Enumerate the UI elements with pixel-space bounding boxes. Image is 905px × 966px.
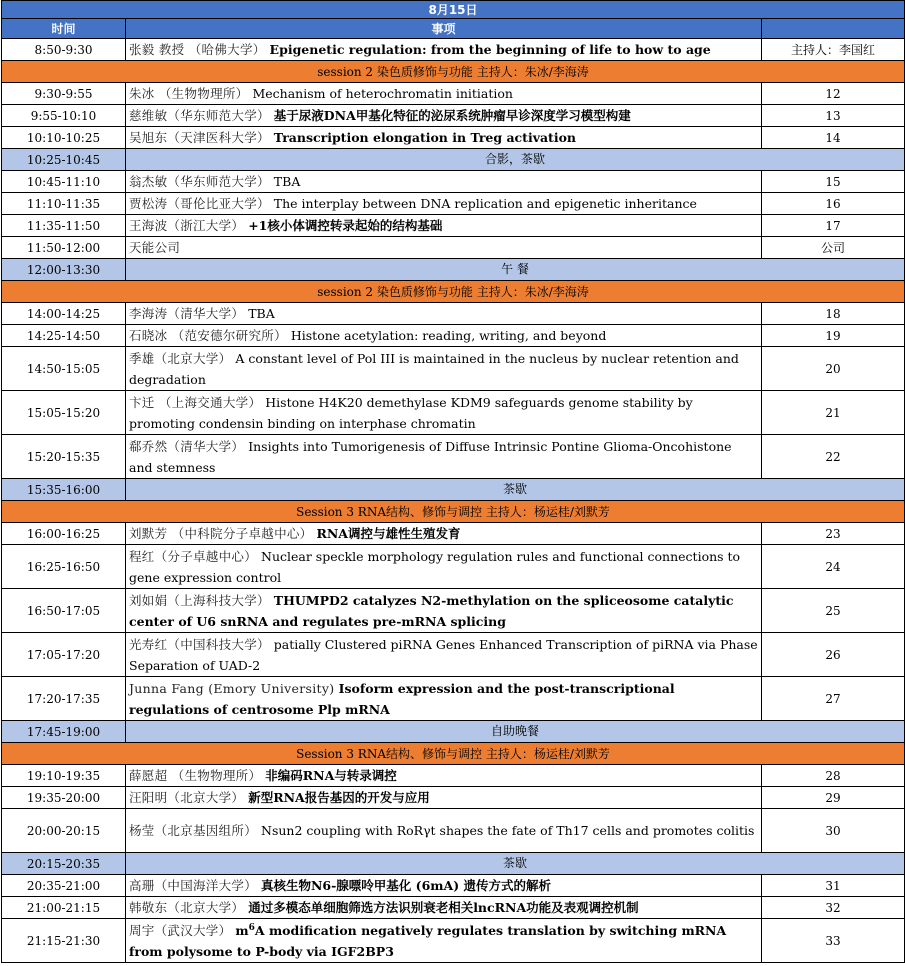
talk-cell xyxy=(126,589,762,633)
speaker-name: 吴旭东（天津医科大学） xyxy=(129,130,270,145)
page-number: 29 xyxy=(762,787,905,809)
page-number: 主持人：李国红 xyxy=(762,39,905,61)
talk-row xyxy=(2,545,905,589)
talk-cell xyxy=(126,105,762,127)
talk-cell xyxy=(126,875,762,897)
time-cell: 17:45-19:00 xyxy=(2,721,126,743)
talk-cell xyxy=(126,633,762,677)
talk-title: Histone acetylation: reading, writing, and beyond xyxy=(290,328,607,343)
talk-row xyxy=(2,875,905,897)
speaker-name: 季雄（北京大学） xyxy=(129,350,232,366)
talk-row xyxy=(2,633,905,677)
time-cell: 20:35-21:00 xyxy=(2,875,126,897)
time-cell: 16:00-16:25 xyxy=(2,523,126,545)
page-number: 13 xyxy=(762,105,905,127)
talk-cell xyxy=(126,347,762,391)
speaker-name: 慈维敏（华东师范大学） xyxy=(129,108,270,123)
time-cell: 20:00-20:15 xyxy=(2,809,126,853)
talk-row xyxy=(2,237,905,259)
break-label: 合影，茶歇 xyxy=(126,149,905,171)
speaker-name: 王海波（浙江大学） xyxy=(129,218,245,233)
time-cell: 19:10-19:35 xyxy=(2,765,126,787)
break-row xyxy=(2,259,905,281)
talk-row xyxy=(2,391,905,435)
talk-row xyxy=(2,809,905,853)
session-row xyxy=(2,61,905,83)
page-number: 33 xyxy=(762,919,905,963)
talk-row xyxy=(2,589,905,633)
time-cell: 10:25-10:45 xyxy=(2,149,126,171)
page-number: 19 xyxy=(762,325,905,347)
speaker-name: 刘如娟（上海科技大学） xyxy=(129,592,270,608)
speaker-name: 天能公司 xyxy=(129,240,181,255)
speaker-name: 高珊（中国海洋大学） xyxy=(129,878,258,893)
page-number: 30 xyxy=(762,809,905,853)
talk-title: 真核生物N6-腺嘌呤甲基化 (6mA) 遗传方式的解析 xyxy=(261,878,551,893)
talk-cell xyxy=(126,765,762,787)
time-cell: 15:35-16:00 xyxy=(2,479,126,501)
talk-title: Epigenetic regulation: from the beginning of life to how to age xyxy=(269,42,711,57)
time-cell: 8:50-9:30 xyxy=(2,39,126,61)
talk-title-prefix: m xyxy=(235,922,249,938)
page-number: 31 xyxy=(762,875,905,897)
talk-row xyxy=(2,677,905,721)
talk-title: A modification negatively regulates translation by switching mRNA from polysome to P-body via IGF2BP3 xyxy=(129,922,727,959)
page-number: 20 xyxy=(762,347,905,391)
talk-title: TBA xyxy=(248,306,275,321)
talk-cell xyxy=(126,435,762,479)
time-cell: 9:30-9:55 xyxy=(2,83,126,105)
speaker-name: 石晓冰 （范安德尔研究所） xyxy=(129,328,287,343)
speaker-name: 朱冰 （生物物理所） xyxy=(129,86,249,101)
time-cell: 11:10-11:35 xyxy=(2,193,126,215)
time-cell: 19:35-20:00 xyxy=(2,787,126,809)
talk-title: 新型RNA报告基因的开发与应用 xyxy=(248,790,430,805)
talk-row xyxy=(2,787,905,809)
page-number: 21 xyxy=(762,391,905,435)
talk-row xyxy=(2,523,905,545)
time-cell: 9:55-10:10 xyxy=(2,105,126,127)
talk-title: 基于尿液DNA甲基化特征的泌尿系统肿瘤早诊深度学习模型构建 xyxy=(273,108,631,123)
talk-row xyxy=(2,325,905,347)
speaker-name: 周宇（武汉大学） xyxy=(129,922,232,938)
talk-cell xyxy=(126,897,762,919)
talk-row xyxy=(2,171,905,193)
talk-row xyxy=(2,897,905,919)
session-label: session 2 染色质修饰与功能 主持人：朱冰/李海涛 xyxy=(2,61,905,83)
speaker-name: 光寿红（中国科技大学） xyxy=(129,636,270,652)
time-cell: 11:35-11:50 xyxy=(2,215,126,237)
speaker-name: Junna Fang (Emory University) xyxy=(129,680,339,696)
schedule-table xyxy=(1,0,905,963)
page-number: 17 xyxy=(762,215,905,237)
page-number: 18 xyxy=(762,303,905,325)
break-row xyxy=(2,149,905,171)
talk-cell xyxy=(126,391,762,435)
time-cell: 12:00-13:30 xyxy=(2,259,126,281)
talk-row xyxy=(2,303,905,325)
talk-title-superscript: 6 xyxy=(248,922,255,933)
talk-row xyxy=(2,105,905,127)
time-cell: 15:05-15:20 xyxy=(2,391,126,435)
page-number: 12 xyxy=(762,83,905,105)
talk-title: patially Clustered piRNA Genes Enhanced Transcription of piRNA via Phase Separation of UAD-2 xyxy=(129,636,758,673)
break-label: 自助晚餐 xyxy=(126,721,905,743)
talk-title: A constant level of Pol III is maintained in the nucleus by nuclear retention and degradation xyxy=(129,350,739,387)
talk-row xyxy=(2,215,905,237)
talk-row xyxy=(2,435,905,479)
talk-title: Histone H4K20 demethylase KDM9 safeguards genome stability by promoting condensin binding on interphase chromatin xyxy=(129,394,693,431)
talk-row xyxy=(2,83,905,105)
page-number: 27 xyxy=(762,677,905,721)
speaker-name: 卞迁 （上海交通大学） xyxy=(129,394,262,410)
talk-cell xyxy=(126,677,762,721)
page-number: 23 xyxy=(762,523,905,545)
date-header: 8月15日 xyxy=(2,1,905,19)
column-header-time: 时间 xyxy=(2,19,126,39)
time-cell: 17:20-17:35 xyxy=(2,677,126,721)
page-number: 16 xyxy=(762,193,905,215)
session-row xyxy=(2,743,905,765)
speaker-name: 杨莹（北京基因组所） xyxy=(129,823,258,838)
column-header-page xyxy=(762,19,905,39)
talk-cell xyxy=(126,919,762,963)
talk-title: THUMPD2 catalyzes N2-methylation on the spliceosome catalytic center of U6 snRNA and regulates pre-mRNA splicing xyxy=(129,592,734,629)
break-label: 午 餐 xyxy=(126,259,905,281)
speaker-name: 薛愿超 （生物物理所） xyxy=(129,768,262,783)
time-cell: 17:05-17:20 xyxy=(2,633,126,677)
session-label: session 2 染色质修饰与功能 主持人：朱冰/李海涛 xyxy=(2,281,905,303)
speaker-name: 贾松涛（哥伦比亚大学） xyxy=(129,196,270,211)
break-row xyxy=(2,479,905,501)
page-number: 26 xyxy=(762,633,905,677)
talk-row xyxy=(2,193,905,215)
break-label: 茶歇 xyxy=(126,479,905,501)
talk-title: Nsun2 coupling with RoRγt shapes the fate of Th17 cells and promotes colitis xyxy=(261,823,755,838)
page-number: 公司 xyxy=(762,237,905,259)
time-cell: 10:45-11:10 xyxy=(2,171,126,193)
talk-cell xyxy=(126,787,762,809)
time-cell: 21:15-21:30 xyxy=(2,919,126,963)
page-number: 24 xyxy=(762,545,905,589)
talk-title: Insights into Tumorigenesis of Diffuse Intrinsic Pontine Glioma-Oncohistone and stemness xyxy=(129,438,732,475)
talk-title: 通过多模态单细胞筛选方法识别衰老相关lncRNA功能及表观调控机制 xyxy=(248,900,639,915)
speaker-name: 李海涛（清华大学） xyxy=(129,306,245,321)
schedule-body xyxy=(2,39,905,963)
talk-cell xyxy=(126,39,762,61)
talk-row xyxy=(2,765,905,787)
time-cell: 16:50-17:05 xyxy=(2,589,126,633)
speaker-name: 刘默芳 （中科院分子卓越中心） xyxy=(129,526,313,541)
time-cell: 14:00-14:25 xyxy=(2,303,126,325)
talk-cell xyxy=(126,193,762,215)
talk-title: 非编码RNA与转录调控 xyxy=(265,768,397,783)
session-row xyxy=(2,501,905,523)
talk-title: Transcription elongation in Treg activation xyxy=(273,130,577,145)
talk-row xyxy=(2,919,905,963)
talk-cell xyxy=(126,325,762,347)
talk-cell xyxy=(126,237,762,259)
break-label: 茶歇 xyxy=(126,853,905,875)
talk-title: Mechanism of heterochromatin initiation xyxy=(252,86,513,101)
time-cell: 10:10-10:25 xyxy=(2,127,126,149)
talk-cell xyxy=(126,127,762,149)
session-label: Session 3 RNA结构、修饰与调控 主持人：杨运桂/刘默芳 xyxy=(2,501,905,523)
talk-cell xyxy=(126,809,762,853)
talk-title: The interplay between DNA replication and epigenetic inheritance xyxy=(273,196,697,211)
time-cell: 14:25-14:50 xyxy=(2,325,126,347)
talk-row xyxy=(2,127,905,149)
speaker-name: 韩敬东（北京大学） xyxy=(129,900,245,915)
page-number: 14 xyxy=(762,127,905,149)
talk-cell xyxy=(126,545,762,589)
date-header-row xyxy=(2,1,905,19)
column-header-item: 事项 xyxy=(126,19,762,39)
time-cell: 20:15-20:35 xyxy=(2,853,126,875)
talk-cell xyxy=(126,171,762,193)
break-row xyxy=(2,853,905,875)
talk-cell xyxy=(126,523,762,545)
session-row xyxy=(2,281,905,303)
talk-cell xyxy=(126,215,762,237)
time-cell: 16:25-16:50 xyxy=(2,545,126,589)
page-number: 28 xyxy=(762,765,905,787)
page-number: 32 xyxy=(762,897,905,919)
speaker-name: 翁杰敏（华东师范大学） xyxy=(129,174,270,189)
time-cell: 11:50-12:00 xyxy=(2,237,126,259)
talk-cell xyxy=(126,83,762,105)
talk-row xyxy=(2,39,905,61)
talk-title: RNA调控与雄性生殖发育 xyxy=(316,526,461,541)
time-cell: 21:00-21:15 xyxy=(2,897,126,919)
talk-title: Isoform expression and the post-transcriptional regulations of centrosome Plp mRNA xyxy=(129,680,675,717)
talk-title: Nuclear speckle morphology regulation rules and functional connections to gene expression control xyxy=(129,548,741,585)
speaker-name: 汪阳明（北京大学） xyxy=(129,790,245,805)
speaker-name: 程红（分子卓越中心） xyxy=(129,548,258,564)
session-label: Session 3 RNA结构、修饰与调控 主持人：杨运桂/刘默芳 xyxy=(2,743,905,765)
page-number: 22 xyxy=(762,435,905,479)
talk-row xyxy=(2,347,905,391)
talk-title: TBA xyxy=(273,174,301,189)
talk-title: +1核小体调控转录起始的结构基础 xyxy=(248,218,443,233)
column-header-row xyxy=(2,19,905,39)
page-number: 15 xyxy=(762,171,905,193)
speaker-name: 郗乔然（清华大学） xyxy=(129,438,245,454)
break-row xyxy=(2,721,905,743)
speaker-name: 张毅 教授 （哈佛大学） xyxy=(129,42,266,57)
time-cell: 15:20-15:35 xyxy=(2,435,126,479)
time-cell: 14:50-15:05 xyxy=(2,347,126,391)
talk-cell xyxy=(126,303,762,325)
page-number: 25 xyxy=(762,589,905,633)
